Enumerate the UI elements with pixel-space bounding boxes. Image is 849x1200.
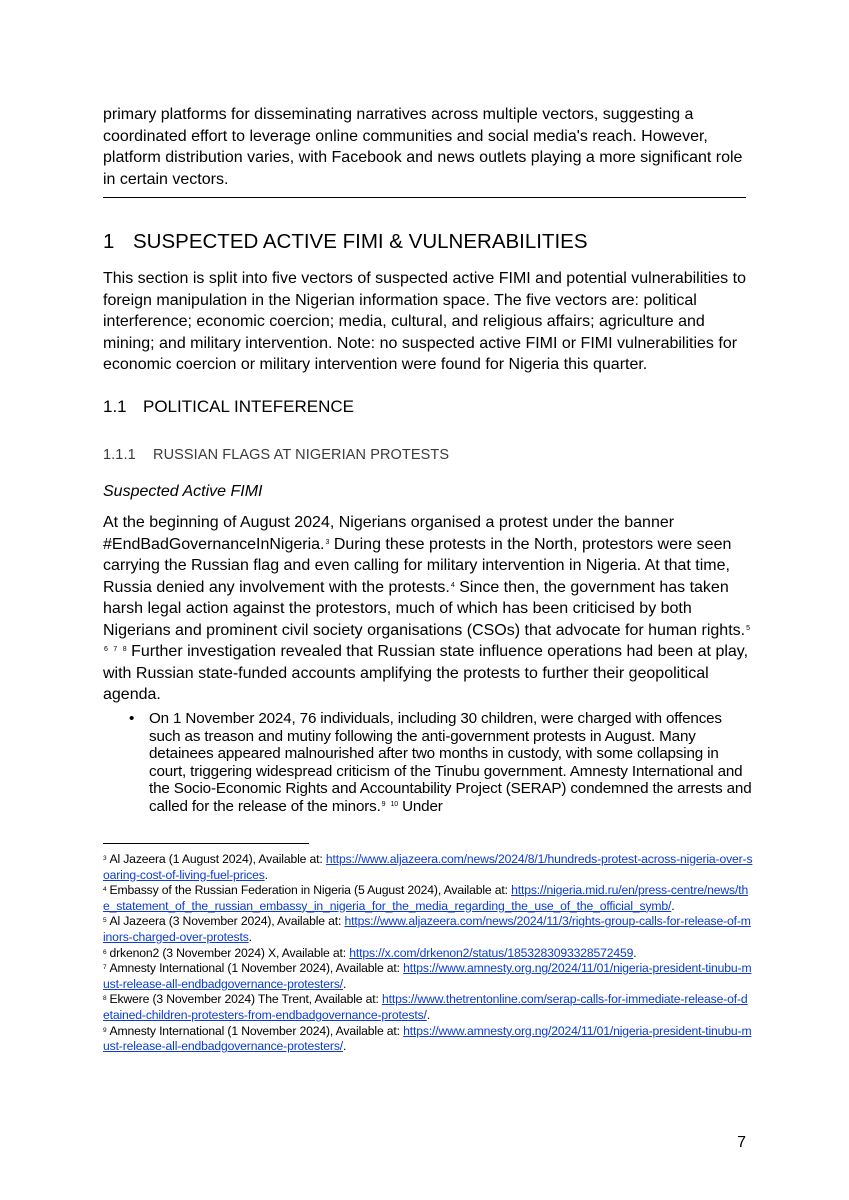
footnote-number: 5	[103, 917, 107, 925]
footnote-link[interactable]: https://x.com/drkenon2/status/1853283093328572459	[349, 945, 634, 960]
continued-paragraph: primary platforms for disseminating narratives across multiple vectors, suggesting a coordinated effort to leverage online communities and social media's reach. However, platform distribution varies, with Facebook and news outlets playing a more significant role in certain vectors.	[103, 106, 743, 188]
subsubsection-title: RUSSIAN FLAGS AT NIGERIAN PROTESTS	[153, 447, 450, 463]
footnote-period: .	[343, 976, 347, 991]
main-paragraph	[103, 512, 753, 706]
footnote-ref-7[interactable]: 7	[113, 646, 118, 653]
section-title: SUSPECTED ACTIVE FIMI & VULNERABILITIES	[133, 230, 588, 253]
section-heading	[103, 229, 588, 255]
section-intro-paragraph: This section is split into five vectors of suspected active FIMI and potential vulnerabilities to foreign manipulation in the Nigerian information space. The five vectors are: political interference; economic coercion; media, cultural, and religious affairs; agriculture and mining; and military intervention. Note: no suspected active FIMI or FIMI vulnerabilities for economic coercion or military intervention were found for Nigeria this quarter.	[103, 270, 746, 373]
footnote-text: drkenon2 (3 November 2024) X, Available at:	[109, 945, 350, 960]
footnote-item	[103, 1024, 753, 1055]
footnote-period: .	[426, 1007, 431, 1022]
footnote-ref-5[interactable]: 5	[746, 624, 750, 632]
footnote-ref-8[interactable]: 8	[122, 646, 127, 653]
subsection-heading	[103, 396, 354, 418]
footnote-period: .	[248, 929, 252, 944]
main-paragraph-text-4: Further investigation revealed that Russian state influence operations had been at play, with Russian state-funded accounts amplifying the protests to further their geopolitical agenda.	[103, 643, 749, 703]
footnote-link[interactable]: https://www.aljazeera.com/news/2024/11/3/rights-group-calls-for-release-of-minors-charged-over-protests	[103, 914, 751, 944]
footnote-number: 4	[103, 886, 107, 894]
footnote-item	[103, 883, 753, 914]
footnote-text: Amnesty International (1 November 2024), Available at:	[109, 1023, 404, 1038]
footnote-ref-9[interactable]: 9	[381, 800, 386, 808]
footnote-number: 7	[103, 964, 107, 972]
footnote-period: .	[264, 867, 268, 882]
footnote-ref-10[interactable]: 10	[390, 800, 398, 808]
main-paragraph-text-1: At the beginning of August 2024, Nigerians organised a protest under the banner #EndBadGovernanceInNigeria.	[103, 514, 675, 553]
list-item	[103, 710, 753, 816]
footnote-link[interactable]: https://www.amnesty.org.ng/2024/11/01/nigeria-president-tinubu-must-release-all-endbadgovernance-protesters/	[103, 961, 752, 991]
footnote-item	[103, 852, 753, 883]
subsection-number: 1.1	[103, 397, 127, 416]
footnote-item	[103, 914, 753, 945]
section-divider	[103, 197, 746, 198]
footnote-ref-3[interactable]: 3	[325, 538, 330, 546]
footnote-text: Al Jazeera (3 November 2024), Available at:	[109, 914, 345, 929]
footnote-separator	[103, 843, 309, 844]
footnote-period: .	[671, 898, 675, 913]
footnote-number: 6	[103, 948, 107, 956]
footnote-link[interactable]: https://www.amnesty.org.ng/2024/11/01/nigeria-president-tinubu-must-release-all-endbadgovernance-protesters/	[103, 1023, 752, 1054]
main-paragraph-text-2: During these protests in the North, protestors were seen carrying the Russian flag and even calling for military intervention in Nigeria. At that time, Russia denied any involvement with the protests.	[103, 535, 732, 596]
footnotes-list	[103, 852, 753, 1055]
subsubsection-number: 1.1.1	[103, 447, 136, 463]
section-number: 1	[103, 230, 115, 253]
footnote-number: 9	[103, 1026, 107, 1034]
subsubsection-heading	[103, 446, 449, 464]
footnote-link[interactable]: https://nigeria.mid.ru/en/press-centre/news/the_statement_of_the_russian_embassy_in_nigeria_for_the_media_regarding_the_use_of_the_official_symb/	[103, 883, 749, 913]
footnote-ref-4[interactable]: 4	[450, 581, 455, 589]
footnote-text: Amnesty International (1 November 2024), Available at:	[109, 961, 404, 976]
footnote-ref-6[interactable]: 6	[104, 646, 108, 653]
footnote-number: 8	[103, 995, 107, 1003]
footnote-text: Al Jazeera (1 August 2024), Available at:	[109, 852, 326, 866]
subsection-title: POLITICAL INTEFERENCE	[143, 397, 354, 416]
bullet-icon: •	[129, 710, 135, 727]
footnote-link[interactable]: https://www.thetrentonline.com/serap-calls-for-immediate-release-of-detained-children-protesters-from-endbadgovernance-protests/	[103, 992, 748, 1022]
footnote-item	[103, 946, 753, 962]
italic-subheading: Suspected Active FIMI	[103, 483, 263, 500]
main-paragraph-text-3: Since then, the government has taken harsh legal action against the protestors, much of which has been criticised by both Nigerians and prominent civil society organisations (CSOs) that advocate for human rights.	[103, 578, 746, 639]
bullet-list	[103, 710, 753, 816]
footnote-item	[103, 961, 753, 992]
footnote-period: .	[343, 1039, 347, 1054]
footnote-link[interactable]: https://www.aljazeera.com/news/2024/8/1/hundreds-protest-across-nigeria-over-soaring-cost-of-living-fuel-prices	[103, 852, 753, 882]
bullet-text: On 1 November 2024, 76 individuals, including 30 children, were charged with offences such as treason and mutiny following the anti-government protests in August. Many detainees appeared malnourished after two months in custody, with some collapsing in court, triggering widespread criticism of the Tinubu government. Amnesty International and the Socio-Economic Rights and Accountability Project (SERAP) condemned the arrests and called for the release of the minors.	[149, 710, 752, 815]
footnote-item	[103, 992, 753, 1023]
footnote-text: Embassy of the Russian Federation in Nigeria (5 August 2024), Available at:	[109, 883, 512, 898]
footnote-number: 3	[103, 855, 107, 862]
footnote-text: Ekwere (3 November 2024) The Trent, Available at:	[109, 992, 382, 1007]
page-number: 7	[737, 1134, 746, 1151]
bullet-tail-text: Under	[398, 797, 443, 815]
footnote-period: .	[633, 945, 637, 960]
